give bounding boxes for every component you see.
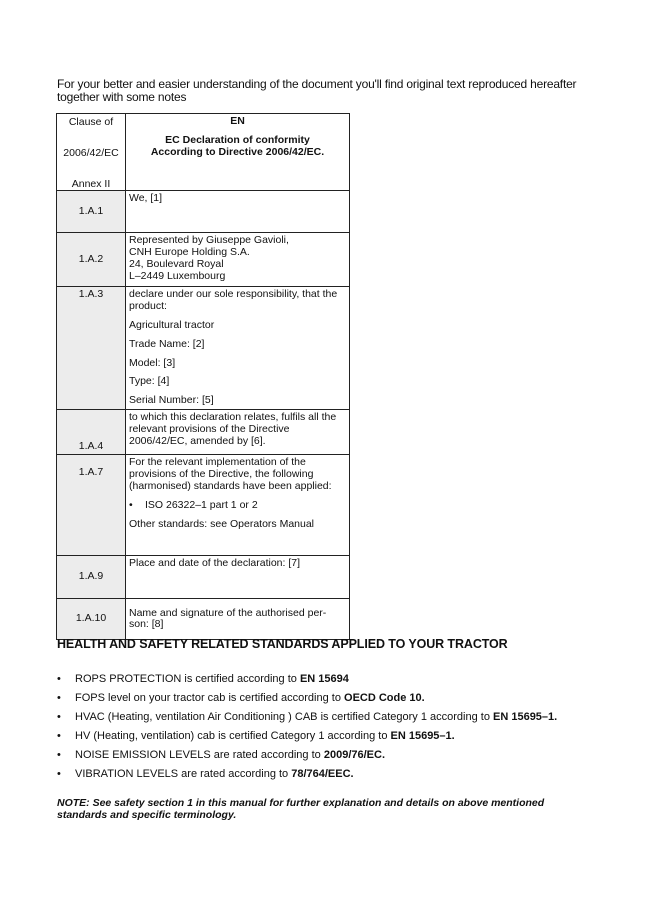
table-row <box>57 455 350 556</box>
table-row <box>57 191 350 233</box>
language-code: EN <box>230 115 245 127</box>
row-text: Place and date of the declaration: [7] <box>129 557 301 570</box>
row-text: Model: [3] <box>129 356 176 369</box>
bullet: • <box>57 711 61 723</box>
bullet: • <box>57 673 61 685</box>
clause-cell: 1.A.2 <box>57 233 126 287</box>
language-header-cell <box>126 114 350 191</box>
safety-note: NOTE: See safety section 1 in this manual for further explanation and details on above mentioned standards and specific terminology. <box>57 797 545 821</box>
list-item <box>57 765 557 784</box>
text-cell <box>126 287 350 410</box>
clause-header-line: 2006/42/EC <box>63 146 119 159</box>
text-cell <box>126 191 350 233</box>
list-item <box>57 727 557 746</box>
list-item <box>57 670 557 689</box>
standards-list <box>57 670 557 784</box>
declaration-table <box>56 113 350 640</box>
clause-cell: 1.A.3 <box>57 287 126 410</box>
section-title: HEALTH AND SAFETY RELATED STANDARDS APPLIED TO YOUR TRACTOR <box>57 637 508 651</box>
table-row <box>57 556 350 599</box>
standard-text: VIBRATION LEVELS are rated according to <box>75 768 292 780</box>
row-text: to which this declaration relates, fulfils all the relevant provisions of the Directive 2006/42/EC, amended by [6]. <box>129 411 337 447</box>
row-text: Serial Number: [5] <box>129 394 214 407</box>
list-item <box>57 746 557 765</box>
clause-cell: 1.A.4 <box>57 410 126 455</box>
text-cell <box>126 556 350 599</box>
declaration-title: EC Declaration of conformity <box>165 133 310 146</box>
bullet: • <box>57 730 61 742</box>
standard-text: FOPS level on your tractor cab is certified according to <box>75 692 345 704</box>
standard-text: HVAC (Heating, ventilation Air Conditioning ) CAB is certified Category 1 according to <box>75 711 493 723</box>
list-item <box>57 689 557 708</box>
row-text: Agricultural tractor <box>129 318 215 331</box>
clause-cell: 1.A.1 <box>57 191 126 233</box>
table-row <box>57 287 350 410</box>
clause-cell: 1.A.9 <box>57 556 126 599</box>
standard-list-item <box>129 500 346 512</box>
row-text: Represented by Giuseppe Gavioli, <box>129 234 289 247</box>
text-cell <box>126 599 350 640</box>
table-row <box>57 599 350 640</box>
standard-reference: 2009/76/EC. <box>323 749 385 761</box>
bullet: • <box>57 692 61 704</box>
clause-header-line: Annex II <box>71 177 111 190</box>
list-item <box>57 708 557 727</box>
row-text: ISO 26322–1 part 1 or 2 <box>145 498 258 511</box>
row-text: 24, Boulevard Royal <box>129 257 224 270</box>
row-text: Type: [4] <box>129 375 170 388</box>
table-row <box>57 233 350 287</box>
intro-text: For your better and easier understanding of the document you'll find original text reproduced hereafter together with some notes <box>57 77 577 104</box>
standard-reference: EN 15694 <box>299 673 349 685</box>
text-cell <box>126 455 350 556</box>
clause-header-cell <box>57 114 126 191</box>
text-cell <box>126 233 350 287</box>
standard-text: ROPS PROTECTION is certified according to <box>75 673 300 685</box>
clause-cell: 1.A.7 <box>57 455 126 556</box>
bullet: • <box>57 768 61 780</box>
declaration-subtitle: According to Directive 2006/42/EC. <box>150 145 325 158</box>
table-header-row <box>57 114 350 191</box>
row-text: Other standards: see Operators Manual <box>129 517 315 530</box>
text-cell <box>126 410 350 455</box>
row-text: We, [1] <box>129 192 163 205</box>
clause-header-line: Clause of <box>68 116 114 128</box>
row-text: declare under our sole responsibility, that the product: <box>129 288 338 313</box>
standard-text: HV (Heating, ventilation) cab is certified Category 1 according to <box>75 730 391 742</box>
standard-text: NOISE EMISSION LEVELS are rated according to <box>75 749 324 761</box>
bullet: • <box>129 498 133 511</box>
standard-reference: EN 15695–1. <box>493 711 558 723</box>
row-text: Name and signature of the authorised per- <box>129 606 327 619</box>
standard-reference: EN 15695–1. <box>390 730 455 742</box>
row-text: L–2449 Luxembourg <box>129 269 226 282</box>
standard-reference: OECD Code 10. <box>344 692 425 704</box>
bullet: • <box>57 749 61 761</box>
row-text: son: [8] <box>129 618 164 631</box>
row-text: CNH Europe Holding S.A. <box>129 246 250 259</box>
standard-reference: 78/764/EEC. <box>291 768 354 780</box>
clause-cell: 1.A.10 <box>57 599 126 640</box>
table-row <box>57 410 350 455</box>
row-text: For the relevant implementation of the provisions of the Directive, the following (harmonised) standards have been applied: <box>129 456 332 492</box>
row-text: Trade Name: [2] <box>129 337 205 350</box>
